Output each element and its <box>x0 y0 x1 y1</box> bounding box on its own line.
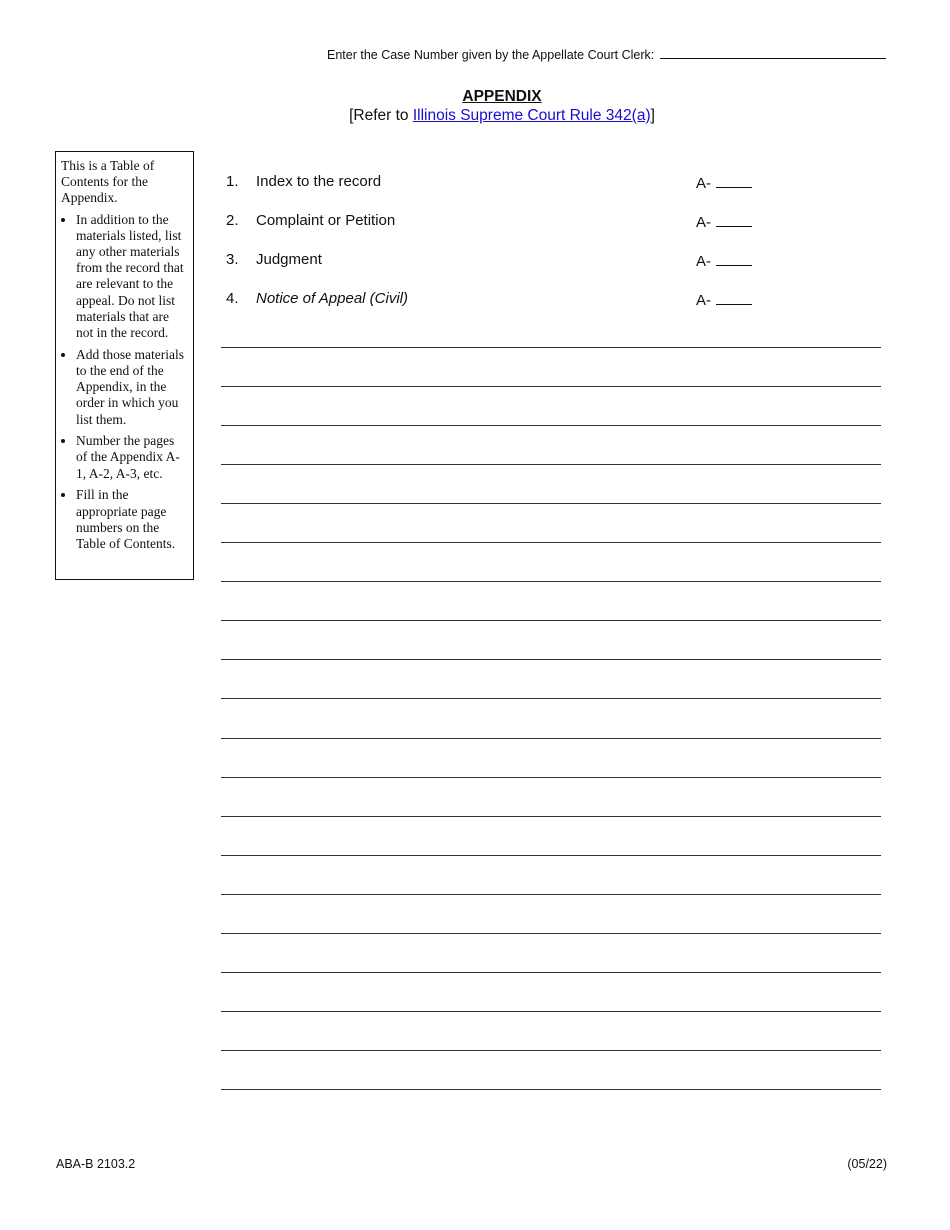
toc-item-judgment <box>226 251 786 271</box>
page-header <box>0 88 950 125</box>
toc-item-number: 2. <box>226 212 239 229</box>
instructions-box <box>55 151 194 580</box>
blank-entry-line[interactable] <box>221 464 881 465</box>
page-number-field[interactable] <box>716 212 752 227</box>
toc-item-page <box>696 290 752 309</box>
toc-item-index <box>226 173 786 193</box>
case-number-label: Enter the Case Number given by the Appellate Court Clerk: <box>327 48 655 62</box>
toc-item-complaint <box>226 212 786 232</box>
blank-entry-line[interactable] <box>221 1050 881 1051</box>
rule-link[interactable]: Illinois Supreme Court Rule 342(a) <box>412 107 651 124</box>
blank-entry-line[interactable] <box>221 542 881 543</box>
page-prefix: A- <box>696 214 711 231</box>
page-prefix: A- <box>696 292 711 309</box>
instructions-intro: This is a Table of Contents for the Appendix. <box>61 158 155 206</box>
case-number-line <box>327 46 887 62</box>
blank-entry-line[interactable] <box>221 777 881 778</box>
blank-entry-line[interactable] <box>221 972 881 973</box>
blank-entry-line[interactable] <box>221 425 881 426</box>
blank-entry-line[interactable] <box>221 386 881 387</box>
instruction-item: • In addition to the materials listed, list any other materials from the record that are relevant to the appeal. Do not list materials that are not in the record. <box>76 212 186 342</box>
page-prefix: A- <box>696 253 711 270</box>
blank-entry-line[interactable] <box>221 894 881 895</box>
refer-prefix: [Refer to <box>349 107 413 124</box>
page-number-field[interactable] <box>716 290 752 305</box>
blank-entry-line[interactable] <box>221 659 881 660</box>
page-title: APPENDIX <box>462 88 542 105</box>
form-id: ABA-B 2103.2 <box>56 1157 136 1171</box>
instruction-item: • Fill in the appropriate page numbers on the Table of Contents. <box>76 487 186 552</box>
toc-item-number: 3. <box>226 251 239 268</box>
form-date: (05/22) <box>847 1157 887 1171</box>
toc-item-notice-of-appeal <box>226 290 786 310</box>
instructions-list <box>61 212 186 553</box>
blank-entry-line[interactable] <box>221 1089 881 1090</box>
toc-item-page <box>696 251 752 270</box>
blank-entry-line[interactable] <box>221 503 881 504</box>
toc-item-number: 4. <box>226 290 239 307</box>
blank-entry-line[interactable] <box>221 933 881 934</box>
toc-item-page <box>696 173 752 192</box>
instruction-item: • Number the pages of the Appendix A-1, A-2, A-3, etc. <box>76 433 186 482</box>
page-number-field[interactable] <box>716 173 752 188</box>
blank-entry-line[interactable] <box>221 620 881 621</box>
case-number-field[interactable] <box>660 46 886 59</box>
blank-entry-line[interactable] <box>221 816 881 817</box>
toc-item-label: Index to the record <box>256 173 382 190</box>
blank-entry-line[interactable] <box>221 581 881 582</box>
page-prefix: A- <box>696 175 711 192</box>
toc-item-label: Judgment <box>256 251 322 268</box>
rule-reference <box>0 106 950 125</box>
blank-entry-line[interactable] <box>221 698 881 699</box>
blank-entry-line[interactable] <box>221 738 881 739</box>
instruction-item: • Add those materials to the end of the Appendix, in the order in which you list them. <box>76 347 186 428</box>
blank-entry-line[interactable] <box>221 855 881 856</box>
page-number-field[interactable] <box>716 251 752 266</box>
blank-entry-line[interactable] <box>221 1011 881 1012</box>
toc-item-number: 1. <box>226 173 239 190</box>
toc-item-page <box>696 212 752 231</box>
blank-entry-line[interactable] <box>221 347 881 348</box>
toc-item-label: Notice of Appeal (Civil) <box>256 290 408 307</box>
toc-item-label: Complaint or Petition <box>256 212 396 229</box>
refer-suffix: ] <box>650 107 655 124</box>
